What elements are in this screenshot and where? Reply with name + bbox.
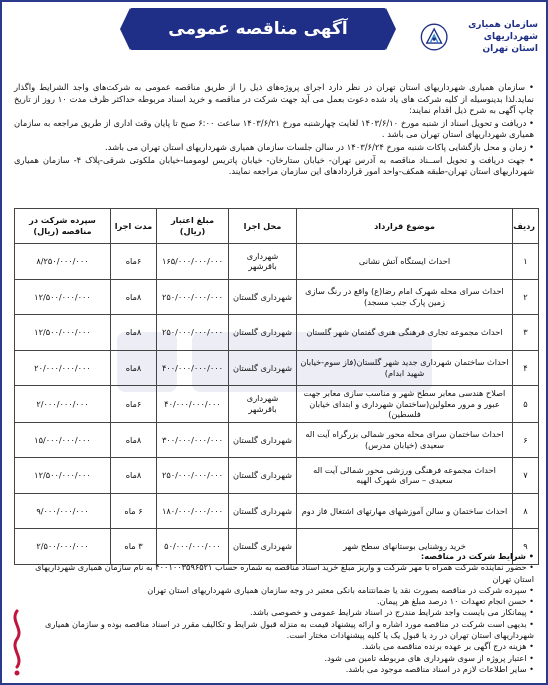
header-budget: مبلغ اعتبار (ریال) (157, 209, 229, 244)
cell-location: شهرداری گلستان (229, 493, 297, 529)
cell-location: شهرداری گلستان (229, 315, 297, 351)
header-duration: مدت اجرا (111, 209, 157, 244)
table-row (15, 350, 539, 386)
cell-duration: ۸ماه (111, 422, 157, 458)
list-item: • هزینه درج آگهی بر عهده برنده مناقصه می باشد. (14, 641, 534, 652)
cell-duration: ۳ ماه (111, 529, 157, 565)
intro-paragraph-4: • جهت دریافت و تحویل اســناد مناقصه به آدرس تهران- خیابان ستارخان- خیابان پاتریس لومومبا-خیابان ملکوتی شرقی-پلاک ۴- سازمان همیاری شهرداریهای استان تهران-طبقه همکف-واحد امور قراردادهای این سازمان مراجعه نمایند. (14, 154, 534, 177)
cell-budget: ۱۸۰/۰۰۰/۰۰۰/۰۰۰ (157, 493, 229, 529)
header-deposit: سپرده شرکت در مناقصه (ریال) (15, 209, 111, 244)
list-item: • حضور نماینده شرکت همراه با مهر شرکت و واریز مبلغ خرید اسناد مناقصه به شماره حساب ۴۰۰۱۰۰۳۵۹۶۵۲۱ به نام سازمان همیاری شهرداریهای استان تهران (14, 562, 534, 585)
cell-subject: احداث مجموعه تجاری فرهنگی هنری گفتمان شهر گلستان (297, 315, 513, 351)
cell-location: شهرداری باقرشهر (229, 386, 297, 423)
cell-budget: ۲۵۰/۰۰۰/۰۰۰/۰۰۰ (157, 458, 229, 494)
table-row (15, 422, 539, 458)
cell-row-number: ۶ (513, 422, 539, 458)
cell-duration: ۸ماه (111, 279, 157, 315)
cell-row-number: ۱ (513, 244, 539, 280)
conditions-list (14, 562, 534, 675)
cell-deposit: ۱۵/۰۰۰/۰۰۰/۰۰۰ (15, 422, 111, 458)
cell-duration: ۶ ماه (111, 493, 157, 529)
list-item: • اعتبار پروژه از سوی شهرداری های مربوطه تامین می شود. (14, 653, 534, 664)
cell-duration: ۶ماه (111, 386, 157, 423)
list-item: • بدیهی است شرکت در مناقصه مورد اشاره و ارائه پیشنهاد قیمت به منزله قبول شرایط و تکالیف مقرر در اسناد مناقصه بوده و سازمان همیاری شهرداریهای استان تهران در رد یا قبول یک یا کلیه پیشنهادات مختار است. (14, 619, 534, 642)
cell-row-number: ۴ (513, 350, 539, 386)
cell-duration: ۸ماه (111, 315, 157, 351)
cell-deposit: ۱۲/۵۰۰/۰۰۰/۰۰۰ (15, 315, 111, 351)
emblem-icon (420, 16, 448, 58)
cell-location: شهرداری گلستان (229, 458, 297, 494)
cell-subject: احداث سرای محله شهرک امام رضا(ع) واقع در رنگ سازی زمین پارک جنب مسجد) (297, 279, 513, 315)
cell-row-number: ۲ (513, 279, 539, 315)
table-row (15, 386, 539, 423)
table-header-row (15, 209, 539, 244)
cell-deposit: ۲/۵۰۰/۰۰۰/۰۰۰ (15, 529, 111, 565)
logo-subtitle: استان تهران (482, 44, 538, 54)
cell-location: شهرداری گلستان (229, 350, 297, 386)
page-title: آگهی مناقصه عمومی (130, 8, 386, 50)
cell-location: شهرداری گلستان (229, 529, 297, 565)
logo-text (452, 19, 538, 55)
cell-deposit: ۱۲/۵۰۰/۰۰۰/۰۰۰ (15, 279, 111, 315)
cell-budget: ۱۶۵/۰۰۰/۰۰۰/۰۰۰ (157, 244, 229, 280)
organization-logo (420, 8, 538, 66)
intro-section (14, 82, 534, 179)
header-subject: موضوع قرارداد (297, 209, 513, 244)
intro-paragraph-2: • دریافت و تحویل اسناد از شنبه مورخ ۱۴۰۳/۶/۱۰ لغایت چهارشنبه مورخ ۱۴۰۳/۶/۲۱ ساعت ۶:۰۰ صبح تا پایان وقت اداری از طریق مراجعه به سازمان همیاری شهرداریهای استان تهران می باشد . (14, 117, 534, 140)
cell-deposit: ۸/۲۵۰/۰۰۰/۰۰۰ (15, 244, 111, 280)
cell-deposit: ۹/۰۰۰/۰۰۰/۰۰۰ (15, 493, 111, 529)
publisher-stamp-icon (6, 607, 28, 677)
cell-row-number: ۷ (513, 458, 539, 494)
table-row (15, 244, 539, 280)
cell-duration: ۸ماه (111, 350, 157, 386)
cell-deposit: ۲/۰۰۰/۰۰۰/۰۰۰ (15, 386, 111, 423)
table-row (15, 458, 539, 494)
cell-location: شهرداری باقرشهر (229, 244, 297, 280)
list-item: • حسن انجام تعهدات ۱۰ درصد مبلغ هر پیمان. (14, 596, 534, 607)
cell-budget: ۲۵۰/۰۰۰/۰۰۰/۰۰۰ (157, 315, 229, 351)
intro-paragraph-3: • زمان و محل بازگشایی پاکات شنبه مورخ ۱۴۰۳/۶/۲۴ در سالن جلسات سازمان همیاری شهرداریهای استان تهران می باشد. (105, 141, 534, 152)
cell-subject: احداث ساختمان و سالن آموزشهای مهارتهای اشتغال فاز دوم (297, 493, 513, 529)
list-item: • سپرده شرکت در مناقصه بصورت نقد یا ضمانتنامه بانکی معتبر در وجه سازمان همیاری شهرداریهای استان تهران (14, 585, 534, 596)
cell-subject: خرید روشنایی بوستانهای سطح شهر (297, 529, 513, 565)
conditions-title: • شرایط شرکت در مناقصه: (420, 551, 534, 561)
cell-budget: ۳۰۰/۰۰۰/۰۰۰/۰۰۰ (157, 422, 229, 458)
table-row (15, 493, 539, 529)
logo-name: سازمان همیاری شهرداریهای (468, 20, 538, 42)
cell-subject: احداث ساختمان سرای محله محور شمالی بزرگراه آیت اله سعیدی (خیابان مدرس) (297, 422, 513, 458)
cell-row-number: ۵ (513, 386, 539, 423)
header-location: محل اجرا (229, 209, 297, 244)
cell-deposit: ۱۲/۵۰۰/۰۰۰/۰۰۰ (15, 458, 111, 494)
cell-subject: احداث ساختمان شهرداری جدید شهر گلستان(فاز سوم-خیابان شهید ابدام) (297, 350, 513, 386)
cell-subject: احداث مجموعه فرهنگی ورزشی محور شمالی آیت اله سعیدی – سرای شهرک الهیه (297, 458, 513, 494)
projects-table (14, 208, 539, 565)
cell-location: شهرداری گلستان (229, 422, 297, 458)
header-row-number: ردیف (513, 209, 539, 244)
conditions-section (14, 551, 534, 675)
intro-paragraph-1: • سازمان همیاری شهرداریهای استان تهران در نظر دارد اجرای پروژه‌های ذیل را از طریق مناقصه عمومی به شرکت‌های واجد الشرایط واگذار نماید.لذا بدینوسیله از کلیه شرکت های یاد شده دعوت بعمل می آید جهت شرکت در مناقصه و خرید اسناد مربوطه حداکثر ظرف مدت ۱۰ روز از تاریخ چاپ آگهی به شرح ذیل اقدام نمایند: (14, 82, 535, 116)
cell-location: شهرداری گلستان (229, 279, 297, 315)
cell-subject: احداث ایستگاه آتش نشانی (297, 244, 513, 280)
cell-budget: ۲۵۰/۰۰۰/۰۰۰/۰۰۰ (157, 279, 229, 315)
cell-deposit: ۲۰/۰۰۰/۰۰۰/۰۰۰ (15, 350, 111, 386)
cell-row-number: ۹ (513, 529, 539, 565)
cell-duration: ۸ماه (111, 458, 157, 494)
cell-row-number: ۳ (513, 315, 539, 351)
cell-budget: ۵۰/۰۰۰/۰۰۰/۰۰۰ (157, 529, 229, 565)
cell-subject: اصلاح هندسی معابر سطح شهر و مناسب سازی معابر جهت عبور و مرور معلولین(ساختمان شهرداری و ابتدای خیابان فلسطین) (297, 386, 513, 423)
cell-duration: ۶ماه (111, 244, 157, 280)
list-item: • سایر اطلاعات لازم در اسناد مناقصه موجود می باشد. (14, 664, 534, 675)
header (2, 2, 546, 72)
cell-row-number: ۸ (513, 493, 539, 529)
cell-budget: ۴۰/۰۰۰/۰۰۰/۰۰۰ (157, 386, 229, 423)
table-row (15, 279, 539, 315)
list-item: • پیمانکار می بایست واجد شرایط مندرج در اسناد شرایط عمومی و خصوصی باشد. (14, 607, 534, 618)
table-row (15, 315, 539, 351)
cell-budget: ۴۰۰/۰۰۰/۰۰۰/۰۰۰ (157, 350, 229, 386)
